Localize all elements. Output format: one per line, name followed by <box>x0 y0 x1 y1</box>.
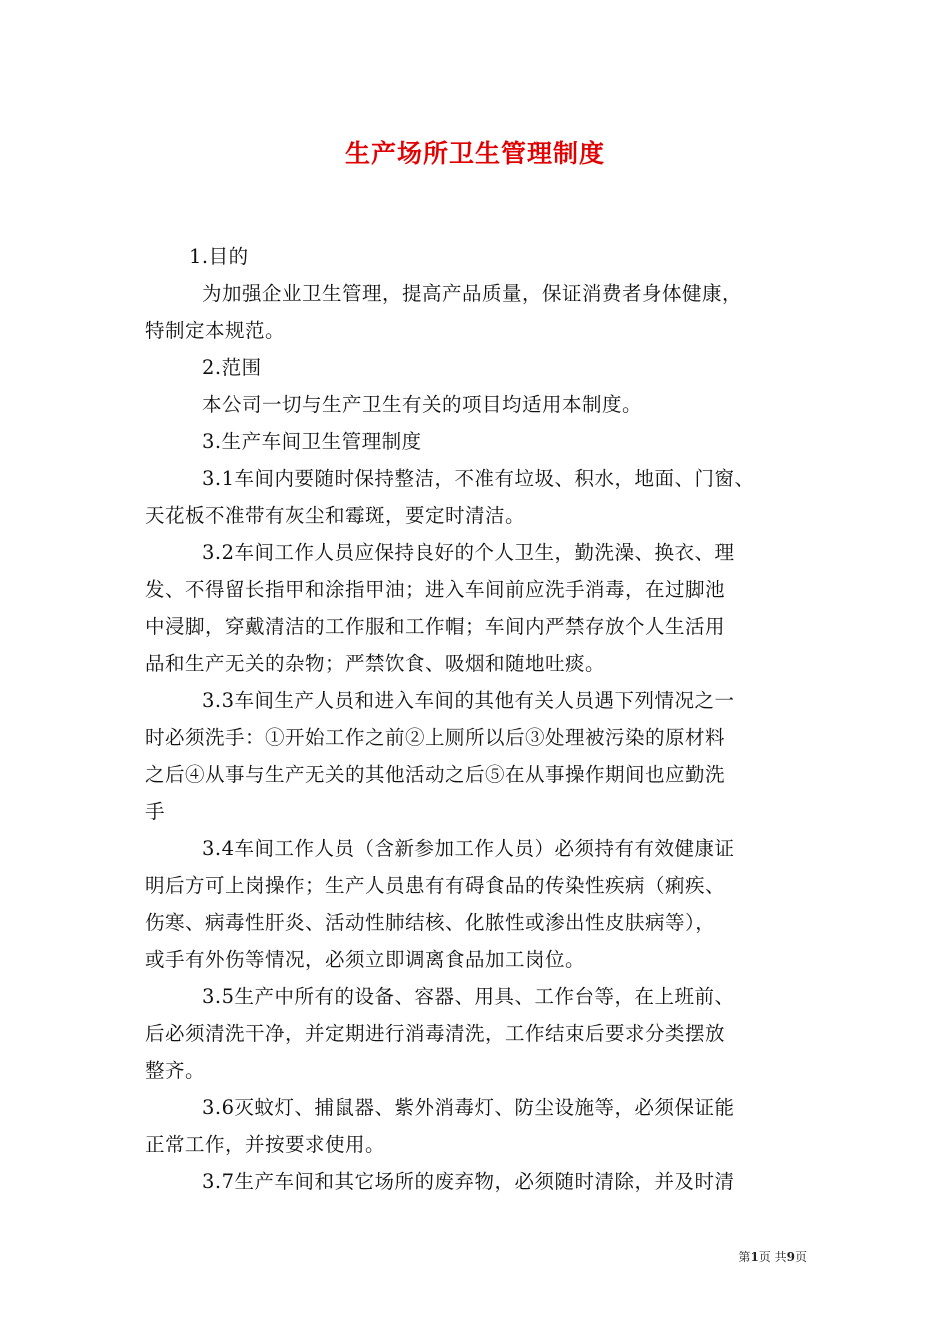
body-line: 之后④从事与生产无关的其他活动之后⑤在从事操作期间也应勤洗 <box>145 763 726 786</box>
body-line: 本公司一切与生产卫生有关的项目均适用本制度。 <box>202 393 643 416</box>
document-title: 生产场所卫生管理制度 <box>344 139 605 168</box>
body-line: 手 <box>145 800 166 823</box>
body-line: 3.生产车间卫生管理制度 <box>202 430 422 453</box>
body-line: 2.范围 <box>202 356 262 379</box>
body-line: 发、不得留长指甲和涂指甲油；进入车间前应洗手消毒，在过脚池 <box>145 578 726 601</box>
body-line: 3.6灭蚊灯、捕鼠器、紫外消毒灯、防尘设施等，必须保证能 <box>202 1096 735 1119</box>
body-line: 3.2车间工作人员应保持良好的个人卫生，勤洗澡、换衣、理 <box>202 541 735 564</box>
body-line: 整齐。 <box>145 1059 206 1082</box>
body-line: 3.5生产中所有的设备、容器、用具、工作台等，在上班前、 <box>202 985 735 1008</box>
footer-middle: 页 共 <box>758 1250 787 1264</box>
footer-total-pages: 9 <box>786 1250 795 1264</box>
body-line: 3.3车间生产人员和进入车间的其他有关人员遇下列情况之一 <box>202 689 735 712</box>
body-line: 正常工作，并按要求使用。 <box>145 1133 386 1156</box>
body-line: 或手有外伤等情况，必须立即调离食品加工岗位。 <box>145 948 586 971</box>
footer-current-page: 1 <box>750 1250 759 1264</box>
body-line: 中浸脚，穿戴清洁的工作服和工作帽；车间内严禁存放个人生活用 <box>145 615 726 638</box>
footer-suffix: 页 <box>794 1250 807 1264</box>
document-body <box>145 238 815 1200</box>
body-line: 3.7生产车间和其它场所的废弃物，必须随时清除，并及时清 <box>202 1170 735 1193</box>
body-line: 后必须清洗干净，并定期进行消毒清洗，工作结束后要求分类摆放 <box>145 1022 726 1045</box>
body-line: 特制定本规范。 <box>145 319 286 342</box>
footer-prefix: 第 <box>738 1250 751 1264</box>
body-line: 3.4车间工作人员（含新参加工作人员）必须持有有效健康证 <box>202 837 735 860</box>
body-line: 伤寒、病毒性肝炎、活动性肺结核、化脓性或渗出性皮肤病等）， <box>145 911 716 934</box>
body-line: 时必须洗手：①开始工作之前②上厕所以后③处理被污染的原材料 <box>145 726 726 749</box>
body-line: 明后方可上岗操作；生产人员患有有碍食品的传染性疾病（痢疾、 <box>145 874 726 897</box>
body-line: 3.1车间内要随时保持整洁，不准有垃圾、积水，地面、门窗、 <box>202 467 755 490</box>
body-line: 品和生产无关的杂物；严禁饮食、吸烟和随地吐痰。 <box>145 652 606 675</box>
body-line: 为加强企业卫生管理，提高产品质量，保证消费者身体健康， <box>202 282 743 305</box>
body-line: 天花板不准带有灰尘和霉斑，要定时清洁。 <box>145 504 526 527</box>
body-line: 1.目的 <box>189 245 249 268</box>
page-footer <box>738 1248 807 1265</box>
